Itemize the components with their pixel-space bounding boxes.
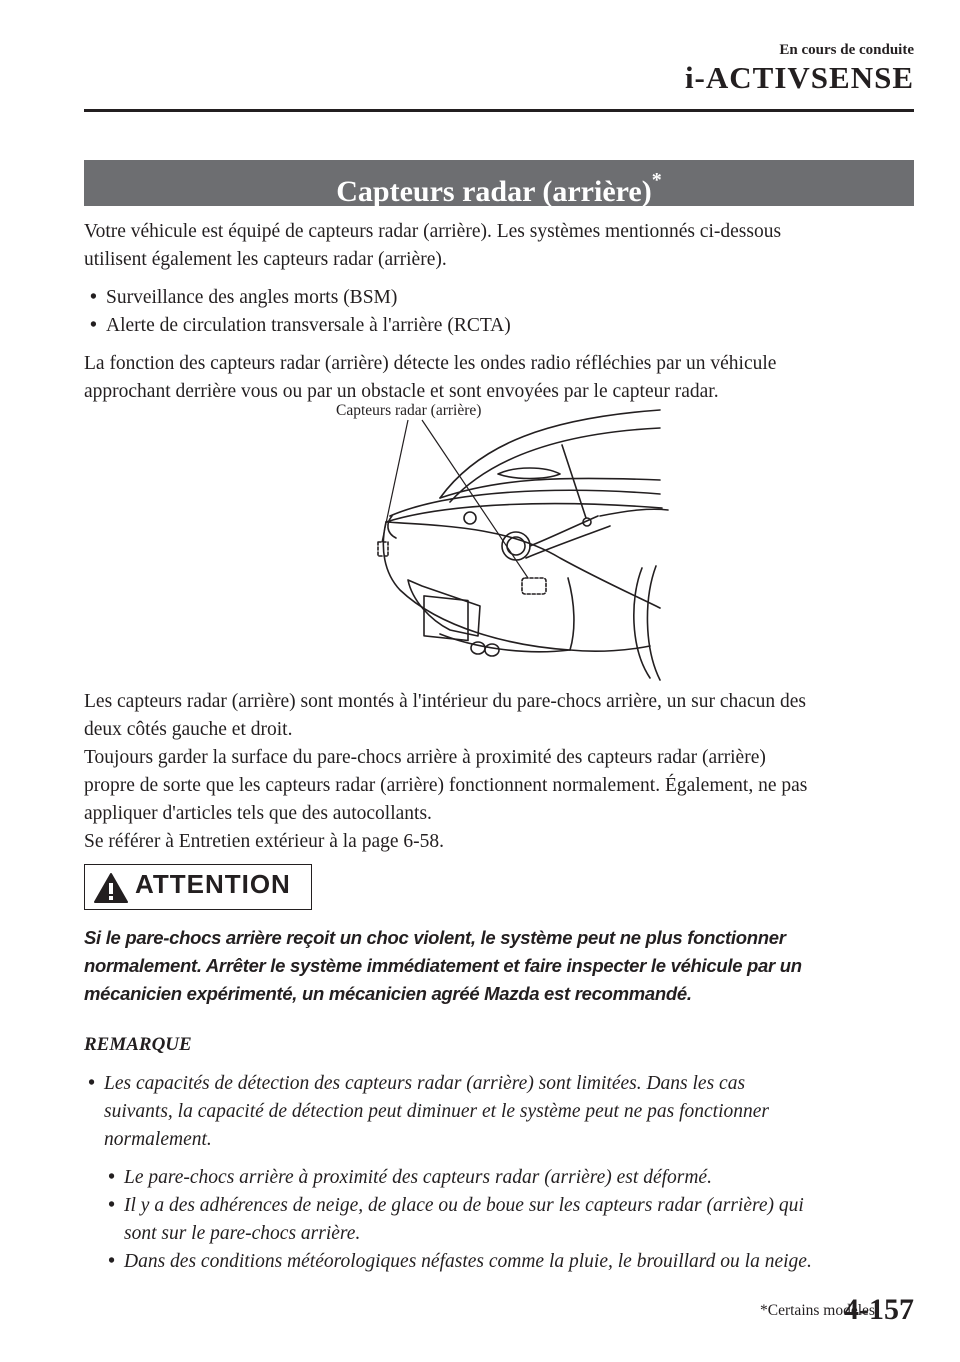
function-line-1: La fonction des capteurs radar (arrière) détecte les ondes radio réfléchies par un véhicule (84, 353, 777, 374)
bullet-icon: • (108, 1195, 115, 1216)
intro-line-2: utilisent également les capteurs radar (arrière). (84, 249, 447, 270)
footnote: *Certains modèles. (760, 1302, 879, 1319)
mounting-line-1: Les capteurs radar (arrière) sont montés à l'intérieur du pare-chocs arrière, un sur chacun des (84, 691, 806, 712)
warning-icon (93, 872, 129, 904)
list-item (108, 1164, 712, 1192)
note-main-line-3: normalement. (104, 1129, 212, 1150)
attention-message (84, 924, 924, 1008)
note-heading: REMARQUE (84, 1034, 192, 1055)
header-divider (84, 109, 914, 112)
mounting-line-3: Toujours garder la surface du pare-chocs arrière à proximité des capteurs radar (arrière) (84, 747, 766, 768)
mounting-line-2: deux côtés gauche et droit. (84, 719, 293, 740)
intro-line-1: Votre véhicule est équipé de capteurs radar (arrière). Les systèmes mentionnés ci-dessous (84, 221, 782, 242)
attention-line-3: mécanicien expérimenté, un mécanicien agréé Mazda est recommandé. (84, 983, 692, 1004)
bullet-icon: • (90, 287, 97, 308)
attention-box (84, 864, 312, 910)
note-sub-item-3: Dans des conditions météorologiques néfastes comme la pluie, le brouillard ou la neige. (124, 1251, 812, 1272)
list-item-text: Surveillance des angles morts (BSM) (106, 287, 398, 308)
page-number: 4-157 (844, 1293, 914, 1326)
mounting-line-4: propre de sorte que les capteurs radar (arrière) fonctionnent normalement. Également, ne pas (84, 775, 808, 796)
figure-callout-label: Capteurs radar (arrière) (336, 402, 482, 419)
bullet-icon: • (90, 315, 97, 336)
attention-line-1: Si le pare-chocs arrière reçoit un choc violent, le système peut ne plus fonctionner (84, 927, 786, 948)
bullet-icon: • (108, 1251, 115, 1272)
page-title (84, 160, 914, 206)
optional-equipment-mark: * (651, 169, 662, 191)
note-sub-item-2-line-2: sont sur le pare-chocs arrière. (124, 1223, 361, 1244)
note-sub-item-1: Le pare-chocs arrière à proximité des capteurs radar (arrière) est déformé. (124, 1167, 712, 1188)
car-rear-illustration (330, 398, 670, 683)
list-item (108, 1192, 804, 1220)
function-line-2: approchant derrière vous ou par un obstacle et sont envoyées par le capteur radar. (84, 381, 719, 402)
note-main-line-1: Les capacités de détection des capteurs radar (arrière) sont limitées. Dans les cas (104, 1073, 746, 1094)
page-title-text: Capteurs radar (arrière) (336, 175, 652, 208)
mounting-line-5: appliquer d'articles tels que des autocollants. (84, 803, 432, 824)
section-heading: En cours de conduite (779, 42, 914, 58)
list-item (90, 284, 397, 312)
list-item-text: Alerte de circulation transversale à l'arrière (RCTA) (106, 315, 511, 336)
attention-line-2: normalement. Arrêter le système immédiatement et faire inspecter le véhicule par un (84, 955, 802, 976)
bullet-icon: • (88, 1073, 95, 1094)
attention-label: ATTENTION (135, 869, 291, 899)
list-item (88, 1070, 745, 1098)
note-sub-item-2-line-1: Il y a des adhérences de neige, de glace ou de boue sur les capteurs radar (arrière) qui (124, 1195, 804, 1216)
list-item (90, 312, 511, 340)
chapter-title: i-ACTIVSENSE (684, 60, 914, 95)
list-item (108, 1248, 812, 1276)
cross-reference: Se référer à Entretien extérieur à la page 6-58. (84, 831, 445, 852)
note-main-line-2: suivants, la capacité de détection peut diminuer et le système peut ne pas fonctionner (104, 1101, 769, 1122)
bullet-icon: • (108, 1167, 115, 1188)
